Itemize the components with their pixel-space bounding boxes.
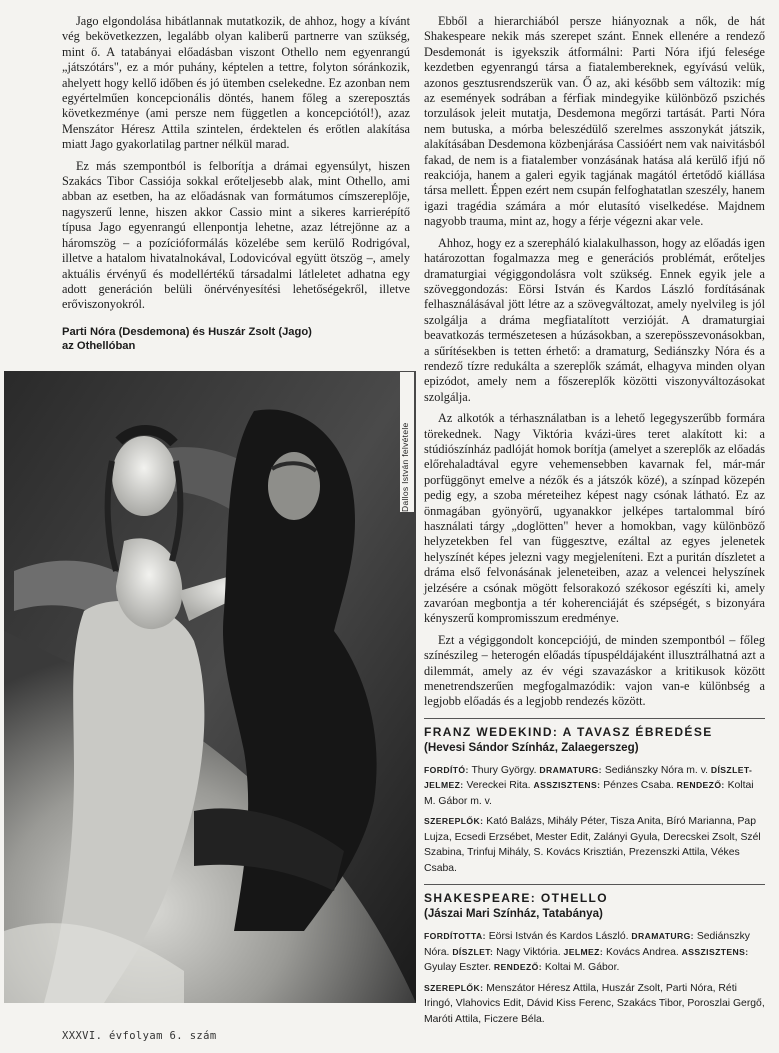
credit-label: DÍSZLET: — [452, 946, 494, 957]
credit-value: Nagy Viktória. — [496, 946, 561, 958]
box-subtitle: (Jászai Mari Színház, Tatabánya) — [424, 907, 603, 921]
cast-label: SZEREPLŐK: — [424, 816, 484, 827]
credit-label: FORDÍTÓ: — [424, 764, 469, 775]
credit-label: RENDEZŐ: — [676, 780, 725, 791]
cast-label: SZEREPLŐK: — [424, 982, 484, 993]
credit-label: ASSZISZTENS: — [681, 946, 749, 957]
article-paragraph: Ezt a végiggondolt koncepciójú, de minden szempontból – főleg színészileg – heterogén előadás típuspéldájaként illusztrálhatná azt a dilemmát, amely az év végi szavazáskor a kritikusok között menetrendszerűen megfogalmazódik: vajon van-e különbség a legjobb előadás és a legjobb rendezés között. — [424, 632, 765, 709]
page-footer: XXXVI. évfolyam 6. szám — [62, 1030, 217, 1042]
credit-value: Sediánszky Nóra. — [424, 931, 750, 958]
credit-label: DÍSZLET-JELMEZ: — [424, 764, 753, 791]
left-column — [62, 14, 410, 353]
credit-label: DRAMATURG: — [539, 764, 602, 775]
production-photo — [4, 371, 416, 1003]
caption-line: az Othellóban — [62, 339, 136, 352]
cast-credits — [424, 814, 765, 876]
cast-list: Kató Balázs, Mihály Péter, Tisza Anita, Bíró Marianna, Pap Lujza, Ecsedi Erzsébet, Mester Edit, Zalányi Gyula, Derecskei Zsolt, Szél Szabina, Trinfuj Mihály, S. Kovács Krisztián, Prezenszki Attila, Vékes Csaba. — [424, 816, 761, 874]
credit-label: DRAMATURG: — [631, 931, 694, 942]
article-paragraph: Ebből a hierarchiából persze hiányoznak a nők, de hát Shakespeare nekik más szerepet szánt. Ennek ellenére a rendező Desdemonát is igyekszik átformálni: Parti Nóra ifjú felesége kezdetben egyenrangú társa a fiatalembereknek, egyívású velük, azonos gesztusrendszerük van. Ő az, aki később sem változik: míg az események sodrában a férfiak mindegyike különböző pszichés torzulások jeleit mutatja, Desdemona megőrzi tartását. Parti Nóra nem butuska, a mórba beleszédülő szerelmes asszonykát játszik, alakításában Desdemona közbenjárása Cassióért nem vak naivitásból fakad, de nem is a fiatalember vonzásának hatása alá kerülő ifjú nő reakciója, hanem a galeri egyik tagjának magától értetődő kiállása társa mellett. Éppen ezért nem csupán felfoghatatlan szeszély, hanem igazi tragédia számára a mór elutasító viselkedése. Majdnem nagyobb trauma, mint az, hogy a férje végezni akar vele. — [424, 14, 765, 229]
crew-credits — [424, 763, 765, 810]
credit-label: JELMEZ: — [563, 946, 604, 957]
credit-value: Sediánszky Nóra m. v. — [604, 764, 709, 776]
credit-value: Kovács Andrea. — [605, 946, 679, 958]
photo-caption — [62, 325, 410, 353]
credit-label: ASSZISZTENS: — [533, 780, 601, 791]
credit-value: Eörsi István és Kardos László. — [488, 931, 629, 943]
credits-box-othello — [424, 891, 765, 1027]
box-subtitle: (Hevesi Sándor Színház, Zalaegerszeg) — [424, 740, 639, 754]
cast-credits — [424, 981, 765, 1028]
article-paragraph: Ahhoz, hogy ez a szerepháló kialakulhasson, hogy az előadás igen határozottan fogalmazza meg e generációs problémát, erőteljes dramaturgiai végiggondolásra volt szükség. Ennek egyik jele a szöveggondozás: Eörsi István és Kardos László fordításának felhasználásával jött létre az a szövegváltozat, amely nyelvileg is jól szolgálja a dráma megfiatalított verzióját. A dramaturgiai beavatkozás természetesen a húzásokban, a szerepösszevonásokban, a sűrítésekben is tetten érhető: a dramaturg, Sediánszky Nóra és a rendező tízre redukálta a szereplők számát, elhagyva minden olyan epizódot, amely nem a főszereplők közötti viszonyváltozásokat szolgálja. — [424, 235, 765, 404]
divider — [424, 884, 765, 885]
article-paragraph: Az alkotók a térhasználatban is a lehető legegyszerűbb formára törekednek. Nagy Viktória kvázi-üres teret alakított ki: a stúdiószínház padlóját homok borítja (amelyet a szereplők az előadás előrehaladtával egyre vehemensebben kavarnak fel, már-már porfüggönyt emelve a nézők és a játszók közé), a színpad közepén pedig egy, a szoba méreteihez képest nagy csónak látható. Ez az önmagában gyönyörű, ugyanakkor jelképes tartalommal bíró használati tárgy „doglötten" hever a homokban, vagy különböző helyzetekben fel van függesztve, ezáltal az egyes jelenetek helyszínét képes jelezni vagy megjeleníteni. Ezt a puritán díszletet a dráma első felvonásának jeleneteiben, azaz a velencei helyszínek jelzésére a csónak mögött felsorakozó székosor egészíti ki, amely zavaróan megbontja a tér koherenciáját és szépségét, s bizonyára kényszerű kompromisszum eredménye. — [424, 411, 765, 626]
credit-label: FORDÍTOTTA: — [424, 931, 486, 942]
credit-value: Vereckei Rita. — [466, 780, 531, 792]
credit-value: Koltai M. Gábor m. v. — [424, 780, 754, 807]
credit-label: RENDEZŐ: — [493, 962, 542, 973]
credits-box-wedekind — [424, 725, 765, 877]
right-column — [424, 14, 765, 1032]
article-paragraph: Jago elgondolása hibátlannak mutatkozik, de ahhoz, hogy a kívánt vég bekövetkezzen, legalább olyan kaliberű partnerre van szükség, mint ő. A tatabányai előadásban viszont Othello nem egyenrangú „játszótárs", ez a mór puhány, képtelen a tettre, folyton sóránkozik, ahelyett hogy kellő időben és jó ütemben cselekedne. Ez azonban nem egyértelműen koncepcionális döntés, hanem főleg a szereposztás következménye (ami persze nem független a koncepciótól!), azaz Menszátor Héresz Attila szintelen, érdektelen és erőtlen alakítása miatt Jago gyakorlatilag partner nélkül marad. — [62, 14, 410, 152]
cast-list: Menszátor Héresz Attila, Huszár Zsolt, Parti Nóra, Réti Iringó, Vlahovics Edit, Dávid Kiss Ferenc, Szakács Tibor, Poroszlai Gergő, Maróti Attila, Ficzere Béla. — [424, 982, 765, 1025]
caption-line: Parti Nóra (Desdemona) és Huszár Zsolt (Jago) — [62, 325, 312, 338]
crew-credits — [424, 929, 765, 976]
box-title: SHAKESPEARE: OTHELLO — [424, 891, 609, 906]
photo-credit: Dallos István felvétele — [400, 372, 414, 512]
box-title: FRANZ WEDEKIND: A TAVASZ ÉBREDÉSE — [424, 724, 713, 739]
divider — [424, 718, 765, 719]
credit-value: Thury György. — [471, 764, 537, 776]
article-paragraph: Ez más szempontból is felborítja a drámai egyensúlyt, hiszen Szakács Tibor Cassiója sokkal erőteljesebb alak, mint Othello, ami abban az esetben, ha az előadásnak van formátumos címszereplője, nagyszerű lenne, hiszen akkor Cassio mint a sikeres karrierépítő típusa Jago egyenrangú ellenpontja lehetne, azaz létrejönne az a háromszög – a pozícióformálás közelébe sem kerülő Rodrigóval, illetve a hatalom hivatalnokával, Lodovicóval együtt ötszög –, amely aktuális érvényű és modellértékű társadalmi látleletet adhatna egy adott generáción belüli önérvényesítési lehetőségekről, illetve erőviszonyokról. — [62, 158, 410, 312]
credit-value: Gyulay Eszter. — [424, 962, 491, 974]
credit-value: Pénzes Csaba. — [603, 780, 674, 792]
credit-value: Koltai M. Gábor. — [544, 962, 620, 974]
